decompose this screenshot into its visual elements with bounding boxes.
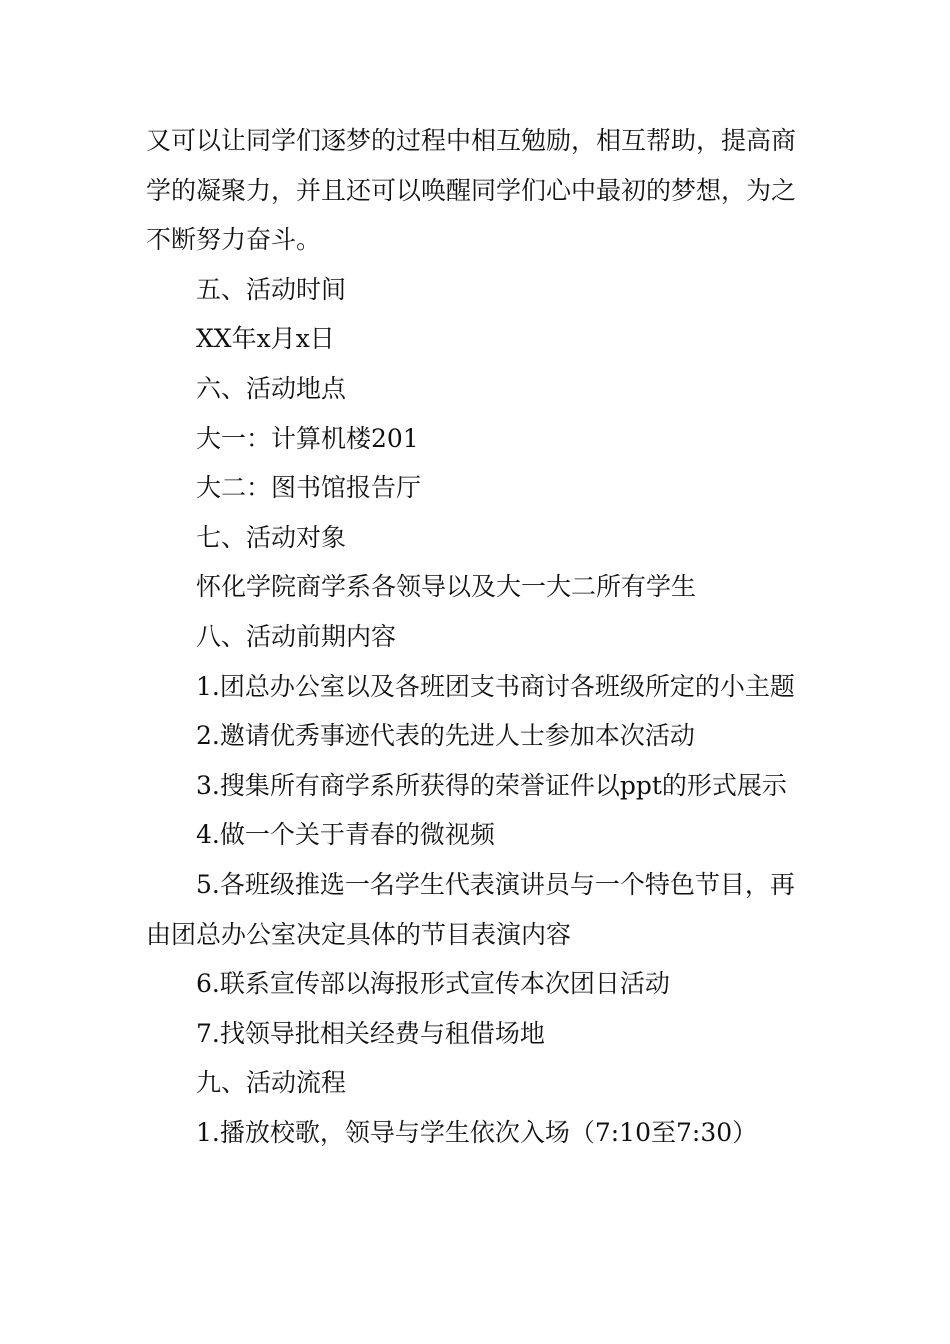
paragraph-continuation: 又可以让同学们逐梦的过程中相互勉励，相互帮助，提高商学的凝聚力，并且还可以唤醒同学们心中最初的梦想，为之不断努力奋斗。 [146, 126, 797, 255]
activity-date: XX年x月x日 [196, 324, 335, 354]
preparation-item-7: 7.找领导批相关经费与租借场地 [196, 1018, 545, 1048]
process-item-1: 1.播放校歌，领导与学生依次入场（7:10至7:30） [196, 1117, 758, 1147]
preparation-item-2: 2.邀请优秀事迹代表的先进人士参加本次活动 [196, 721, 695, 751]
preparation-item-6: 6.联系宣传部以海报形式宣传本次团日活动 [196, 969, 670, 999]
heading-preparation: 八、活动前期内容 [196, 621, 397, 651]
location-sophomore: 大二：图书馆报告厅 [196, 473, 422, 503]
preparation-item-5: 5.各班级推选一名学生代表演讲员与一个特色节目，再由团总办公室决定具体的节目表演内容 [146, 869, 795, 949]
preparation-item-3: 3.搜集所有商学系所获得的荣誉证件以ppt的形式展示 [196, 770, 787, 800]
heading-activity-location: 六、活动地点 [196, 373, 347, 403]
preparation-item-1: 1.团总办公室以及各班团支书商讨各班级所定的小主题 [196, 671, 795, 701]
heading-activity-process: 九、活动流程 [196, 1068, 347, 1098]
heading-activity-time: 五、活动时间 [196, 274, 347, 304]
location-freshman: 大一：计算机楼201 [196, 423, 419, 453]
document-body [146, 116, 808, 1157]
activity-audience: 怀化学院商学系各领导以及大一大二所有学生 [196, 572, 697, 602]
preparation-item-4: 4.做一个关于青春的微视频 [196, 820, 495, 850]
heading-activity-audience: 七、活动对象 [196, 522, 347, 552]
